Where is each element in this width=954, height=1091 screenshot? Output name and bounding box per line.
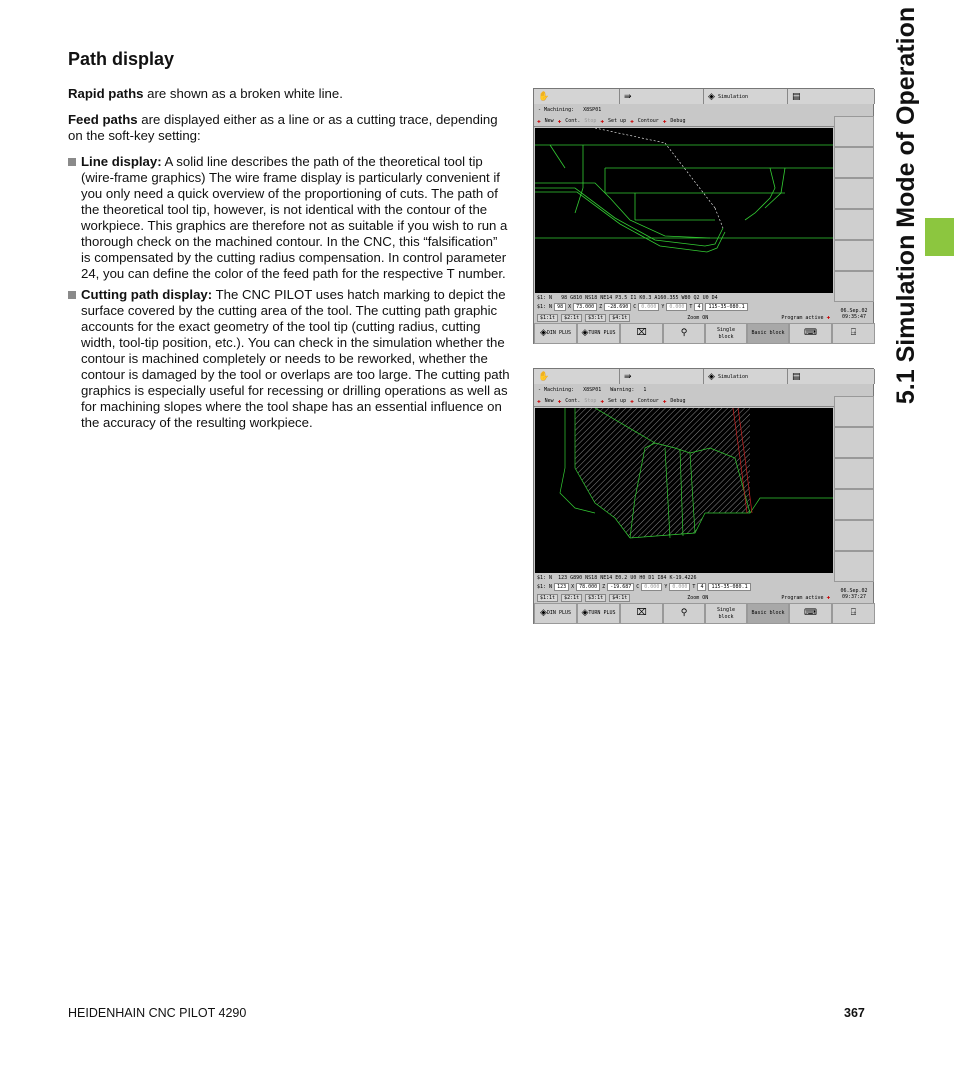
menu-stop[interactable]: Stop xyxy=(584,398,597,404)
page-number: 367 xyxy=(844,1006,865,1020)
turn-plus-button[interactable] xyxy=(577,323,620,344)
softkey-4[interactable] xyxy=(834,209,874,240)
turn-plus-icon: ◈ xyxy=(581,608,589,618)
tab-simulation-label: Simulation xyxy=(717,93,749,100)
alarm-icon: ✚ xyxy=(826,594,831,601)
turn-plus-label: TURN PLUS xyxy=(588,330,616,336)
din-plus-label: DIN PLUS xyxy=(546,330,571,336)
feed-paths-label: Feed paths xyxy=(68,112,138,127)
turn-plus-button[interactable] xyxy=(577,603,620,624)
block-number: 123 xyxy=(554,583,569,591)
chapter-color-tab xyxy=(925,218,954,256)
x-axis-label: X xyxy=(568,303,572,310)
softkey-1[interactable] xyxy=(834,396,874,427)
z-axis-label: Z xyxy=(602,583,606,590)
keyboard-button[interactable] xyxy=(789,603,832,624)
softkey-5[interactable] xyxy=(834,520,874,551)
t-label: T xyxy=(689,303,693,310)
softkey-2[interactable] xyxy=(834,147,874,178)
basic-block-button[interactable] xyxy=(747,603,789,624)
screen-tab-row xyxy=(534,369,875,384)
single-block-label-2: block xyxy=(718,613,734,620)
basic-block-label: Basic block xyxy=(751,610,785,616)
tab-program[interactable] xyxy=(620,369,704,384)
machining-status: - Machining: X8SP01 Warning: 1 xyxy=(538,387,647,393)
zoom-status: Zoom ON xyxy=(687,594,709,601)
body-text xyxy=(68,86,510,436)
channel-label: $1: N xyxy=(537,583,553,590)
menu-cont[interactable]: Cont. xyxy=(565,118,581,124)
bullet-label: Line display: xyxy=(81,154,162,169)
single-block-button[interactable] xyxy=(705,603,747,624)
menu-debug[interactable]: Debug xyxy=(670,118,686,124)
hand-icon: ✋ xyxy=(538,371,550,382)
nc-block-line: $1: N 123 G890 NS18 NE14 E0.2 U0 H0 D1 I84 K-19.4226 xyxy=(537,575,697,581)
rapid-paths-paragraph xyxy=(68,86,510,102)
bottom-softkeys xyxy=(534,603,875,624)
bullet-text: A solid line describes the path of the theoretical tool tip (wire-frame graphics) The wire frame display is particularly convenient if you only need a quick overview of the proportioning of cuts. The path of the theoretical tool tip, however, is not identical with the contour of the workpiece. This graphics are therefore not as suitable if you wish to run a thorough check on the machined contour. In the CNC, this “falsification” is compensated by the cutting radius compensation. In control parameter 24, you can define the color of the feed path for the respective T number. xyxy=(81,154,508,281)
marker-icon: ✚ xyxy=(537,117,541,125)
channel-label: $1: N xyxy=(537,303,553,310)
single-block-label-1: Single xyxy=(716,326,736,333)
bullet-square-icon xyxy=(68,158,76,166)
x-position: 73.000 xyxy=(573,303,597,311)
y-position: 0.000 xyxy=(666,303,687,311)
c-position: 0.000 xyxy=(641,583,662,591)
channel-3-button[interactable]: $3:1t xyxy=(585,314,606,322)
cnc-screen-line-display xyxy=(533,88,874,344)
position-readout xyxy=(537,302,833,311)
rapid-paths-label: Rapid paths xyxy=(68,86,144,101)
single-block-button[interactable] xyxy=(705,323,747,344)
simulation-icon: ◈ xyxy=(708,371,715,382)
hand-icon: ✋ xyxy=(538,91,550,102)
tool-number: 4 xyxy=(697,583,706,591)
footer-product: HEIDENHAIN CNC PILOT 4290 xyxy=(68,1006,247,1020)
z-axis-label: Z xyxy=(599,303,603,310)
tab-simulation-label: Simulation xyxy=(717,373,749,380)
softkey-6[interactable] xyxy=(834,271,874,302)
zoom-status: Zoom ON xyxy=(687,314,709,321)
marker-icon: ✚ xyxy=(537,397,541,405)
softkey-2[interactable] xyxy=(834,427,874,458)
keyboard-button[interactable] xyxy=(789,323,832,344)
menu-setup[interactable]: Set up xyxy=(608,398,627,404)
chapter-side-title xyxy=(874,6,940,404)
channel-softkey-row xyxy=(537,593,833,602)
x-position: 78.000 xyxy=(576,583,600,591)
date-label: 06.Sep.02 xyxy=(840,308,868,314)
marker-icon: ✚ xyxy=(630,397,634,405)
tab-machine[interactable] xyxy=(534,89,620,104)
screen-tab-row xyxy=(534,89,875,104)
menu-new[interactable]: New xyxy=(544,398,554,404)
channel-2-button[interactable]: $2:1t xyxy=(561,314,582,322)
bullet-text: The CNC PILOT uses hatch marking to depict the surface covered by the cutting area of the tool. The cutting path graphic accounts for the exact geometry of the tool tip (cutting radius, cutting width, tool-tip position, etc.). You can check in the simulation whether the contour is machined completely or needs to be reworked, whether the contour is damaged by the tool or overlaps are too large. The cutting path graphics is especially useful for recessing or drilling operations as well as for machining slopes where the tool shape has an essential influence on the accuracy of the resulting workpiece. xyxy=(81,287,510,430)
keyboard-icon: ⌨ xyxy=(804,328,817,338)
exit-button[interactable] xyxy=(832,323,875,344)
bullet-square-icon xyxy=(68,291,76,299)
menu-debug[interactable]: Debug xyxy=(670,398,686,404)
cnc-screen-cutting-path-display xyxy=(533,368,874,624)
z-position: -28.690 xyxy=(604,303,631,311)
time-label: 09:37:27 xyxy=(841,594,867,600)
basic-block-label: Basic block xyxy=(751,330,785,336)
simulation-icon: ◈ xyxy=(708,91,715,102)
exit-icon: ⍈ xyxy=(850,608,857,618)
bottom-softkeys xyxy=(534,323,875,344)
floppy-icon: ▤ xyxy=(792,371,801,382)
bullet-label: Cutting path display: xyxy=(81,287,213,302)
program-status: Program active xyxy=(781,314,824,321)
menu-contour[interactable]: Contour xyxy=(637,398,659,404)
softkey-3[interactable] xyxy=(834,178,874,209)
softkey-6[interactable] xyxy=(834,551,874,582)
magnifier-button[interactable] xyxy=(663,603,705,624)
tab-simulation[interactable] xyxy=(704,369,788,384)
softkey-4[interactable] xyxy=(834,489,874,520)
y-axis-label: Y xyxy=(661,303,665,310)
date-label: 06.Sep.02 xyxy=(840,588,868,594)
rapid-paths-text: are shown as a broken white line. xyxy=(143,86,343,101)
tab-save[interactable] xyxy=(788,369,875,384)
din-plus-label: DIN PLUS xyxy=(546,610,571,616)
magnifier-button[interactable] xyxy=(663,323,705,344)
menu-stop[interactable]: Stop xyxy=(584,118,597,124)
channel-4-button[interactable]: $4:1t xyxy=(609,594,630,602)
channel-softkey-row xyxy=(537,313,833,322)
date-time xyxy=(834,307,874,321)
menu-cont[interactable]: Cont. xyxy=(565,398,581,404)
marker-icon: ✚ xyxy=(600,117,605,125)
tool-id: 115-35-080.1 xyxy=(708,583,750,591)
tool-graphics-icon: ⌧ xyxy=(636,608,647,618)
tab-simulation[interactable] xyxy=(704,89,788,104)
marker-icon: ✚ xyxy=(557,117,562,125)
tool-graphics-button[interactable] xyxy=(620,603,663,624)
y-position: 0.000 xyxy=(669,583,690,591)
date-time xyxy=(834,587,874,601)
alarm-icon: ✚ xyxy=(826,314,831,321)
softkey-5[interactable] xyxy=(834,240,874,271)
marker-icon: ✚ xyxy=(600,397,605,405)
floppy-icon: ▤ xyxy=(792,91,801,102)
magnifier-icon: ⚲ xyxy=(680,608,688,618)
vertical-softkeys xyxy=(834,116,874,306)
arrow-program-icon: ⇛ xyxy=(624,91,632,102)
feed-paths-text: are displayed either as a line or as a cutting trace, depending on the soft-key setting: xyxy=(68,112,498,143)
tool-number: 4 xyxy=(694,303,703,311)
menu-setup[interactable]: Set up xyxy=(608,118,627,124)
menu-bar xyxy=(534,116,834,127)
tab-save[interactable] xyxy=(788,89,875,104)
c-axis-label: C xyxy=(636,583,640,590)
channel-4-button[interactable]: $4:1t xyxy=(609,314,630,322)
exit-button[interactable] xyxy=(832,603,875,624)
feed-paths-paragraph xyxy=(68,112,510,144)
exit-icon: ⍈ xyxy=(850,328,857,338)
bullet-cutting-path-display xyxy=(68,287,510,431)
marker-icon: ✚ xyxy=(557,397,562,405)
c-position: 0.000 xyxy=(638,303,659,311)
single-block-label-2: block xyxy=(718,333,734,340)
channel-3-button[interactable]: $3:1t xyxy=(585,594,606,602)
tool-graphics-icon: ⌧ xyxy=(636,328,647,338)
position-readout xyxy=(537,582,833,591)
bullet-line-display xyxy=(68,154,510,282)
din-plus-icon: ◈ xyxy=(539,328,547,338)
menu-bar xyxy=(534,396,834,407)
menu-new[interactable]: New xyxy=(544,118,554,124)
simulation-graphics-window xyxy=(535,408,833,573)
channel-1-button[interactable]: $1:1t xyxy=(537,594,558,602)
turn-plus-icon: ◈ xyxy=(581,328,589,338)
keyboard-icon: ⌨ xyxy=(804,608,817,618)
program-status: Program active xyxy=(781,594,824,601)
softkey-3[interactable] xyxy=(834,458,874,489)
tab-program[interactable] xyxy=(620,89,704,104)
time-label: 09:35:47 xyxy=(841,314,867,320)
din-plus-icon: ◈ xyxy=(539,608,547,618)
channel-1-button[interactable]: $1:1t xyxy=(537,314,558,322)
c-axis-label: C xyxy=(633,303,637,310)
marker-icon: ✚ xyxy=(662,117,667,125)
menu-contour[interactable]: Contour xyxy=(637,118,659,124)
basic-block-button[interactable] xyxy=(747,323,789,344)
chapter-title-text: 5.1 Simulation Mode of Operation xyxy=(892,6,921,404)
single-block-label-1: Single xyxy=(716,606,736,613)
din-plus-button[interactable] xyxy=(534,603,577,624)
y-axis-label: Y xyxy=(664,583,668,590)
tool-graphics-button[interactable] xyxy=(620,323,663,344)
x-axis-label: X xyxy=(571,583,575,590)
marker-icon: ✚ xyxy=(630,117,634,125)
softkey-1[interactable] xyxy=(834,116,874,147)
block-number: 98 xyxy=(554,303,566,311)
channel-2-button[interactable]: $2:1t xyxy=(561,594,582,602)
section-title: Path display xyxy=(68,49,175,69)
magnifier-icon: ⚲ xyxy=(680,328,688,338)
vertical-softkeys xyxy=(834,396,874,586)
simulation-graphics-window xyxy=(535,128,833,293)
machining-status: - Machining: X8SP01 xyxy=(538,107,602,113)
z-position: -19.687 xyxy=(607,583,634,591)
tab-machine[interactable] xyxy=(534,369,620,384)
t-label: T xyxy=(692,583,696,590)
nc-block-line: $1: N 98 G810 NS18 NE14 P3.5 I1 K0.3 A160.355 W80 Q2 U0 D4 xyxy=(537,295,718,301)
arrow-program-icon: ⇛ xyxy=(624,371,632,382)
turn-plus-label: TURN PLUS xyxy=(588,610,616,616)
marker-icon: ✚ xyxy=(662,397,667,405)
din-plus-button[interactable] xyxy=(534,323,577,344)
tool-id: 115-35-080.1 xyxy=(705,303,747,311)
